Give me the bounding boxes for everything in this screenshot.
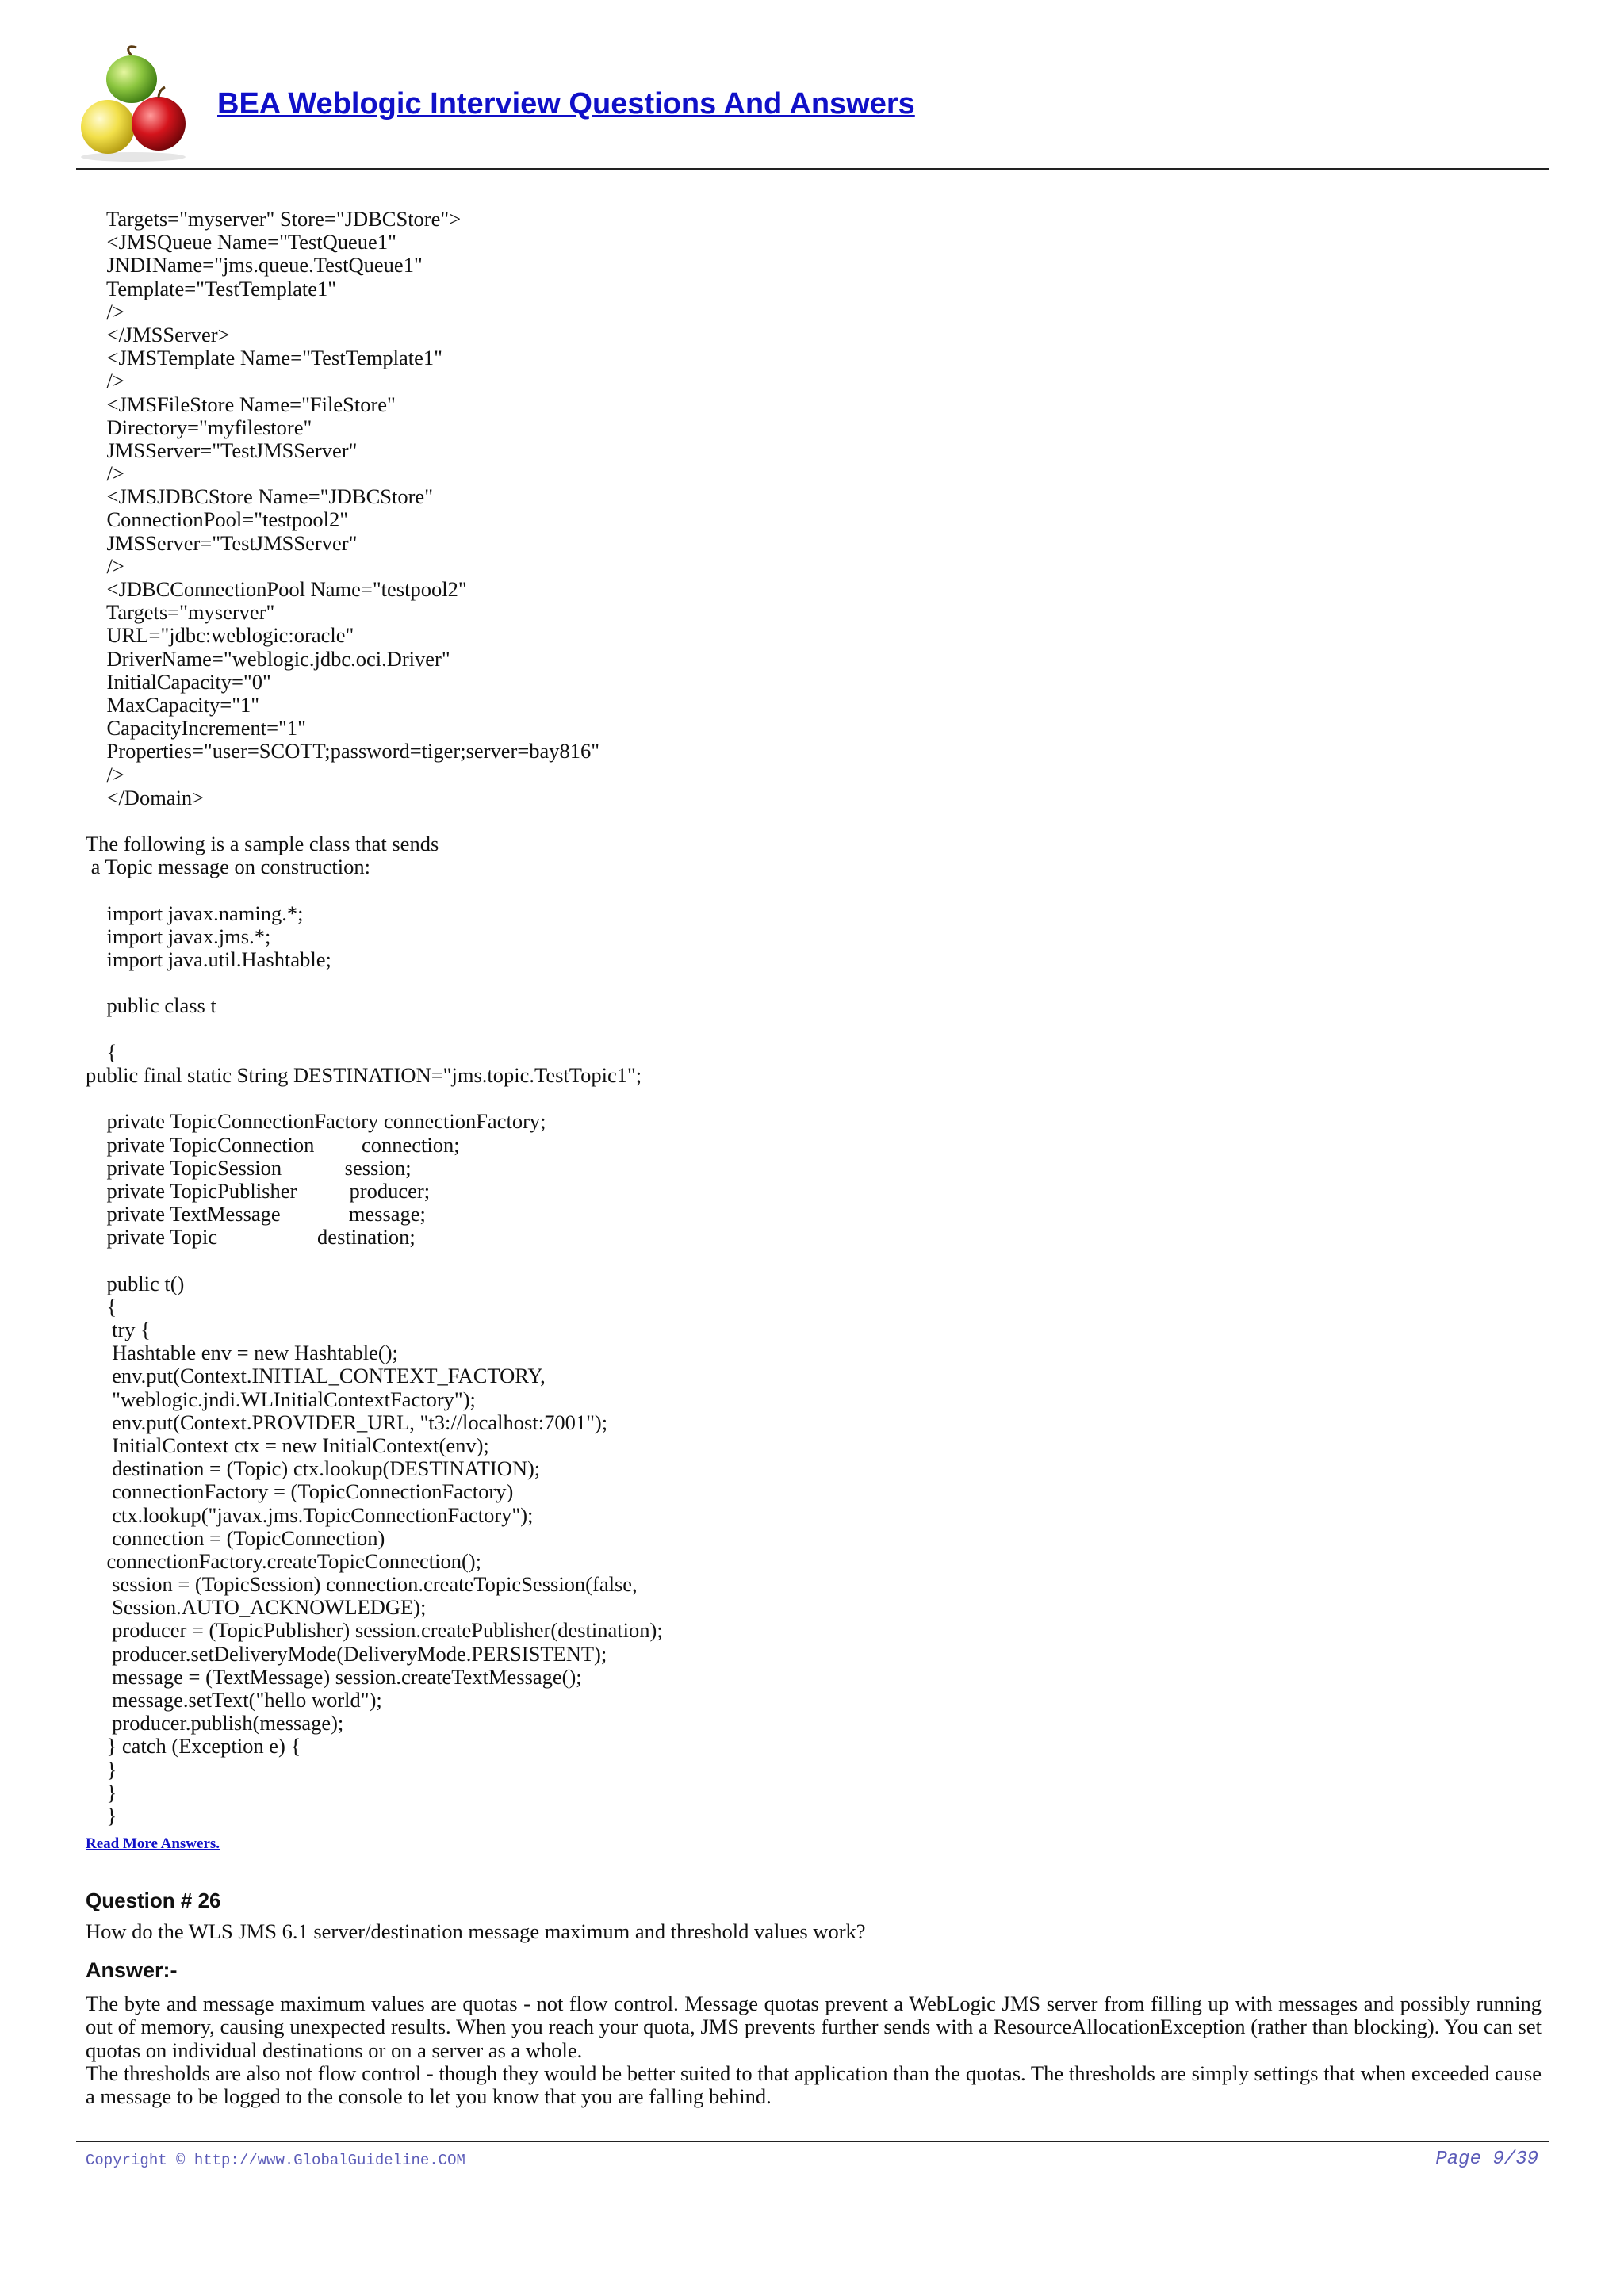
code-line: JNDIName="jms.queue.TestQueue1" [86, 253, 423, 277]
code-line: </Domain> [86, 785, 205, 809]
code-line: producer = (TopicPublisher) session.createPublisher(destination); [86, 1618, 663, 1643]
code-line: import javax.jms.*; [86, 924, 271, 948]
code-line: private Topic destination; [86, 1225, 416, 1249]
code-line: producer.setDeliveryMode(DeliveryMode.PERSISTENT); [86, 1641, 607, 1666]
code-line: message.setText("hello world"); [86, 1688, 382, 1712]
code-line: "weblogic.jndi.WLInitialContextFactory"); [86, 1387, 476, 1411]
answer-paragraph: The thresholds are also not flow control - though they would be better suited to that application than the quotas. The thresholds are simply settings that when exceeded cause a message to be logged to the console to let you know that you are falling behind. [86, 2061, 1542, 2108]
code-line: { [86, 1039, 117, 1064]
code-line: JMSServer="TestJMSServer" [86, 530, 358, 555]
code-line: <JMSJDBCStore Name="JDBCStore" [86, 484, 434, 509]
code-line: <JDBCConnectionPool Name="testpool2" [86, 577, 467, 601]
code-line: destination = (Topic) ctx.lookup(DESTINATION); [86, 1456, 541, 1481]
code-line: Hashtable env = new Hashtable(); [86, 1341, 398, 1365]
footer-divider [76, 2141, 1549, 2142]
code-line: The following is a sample class that sends [86, 832, 439, 856]
code-line: /> [86, 299, 124, 323]
code-line: try { [86, 1318, 151, 1341]
code-line: private TopicConnection connection; [86, 1132, 460, 1157]
code-line: </JMSServer> [86, 322, 230, 346]
code-line: Directory="myfilestore" [86, 415, 312, 439]
code-line: connection = (TopicConnection) [86, 1525, 385, 1550]
code-line: import javax.naming.*; [86, 901, 304, 925]
code-line: private TopicPublisher producer; [86, 1178, 431, 1203]
code-line: private TopicSession session; [86, 1155, 412, 1180]
code-sample [86, 208, 1542, 1827]
footer-copyright: Copyright © http://www.GlobalGuideline.COM [86, 2152, 465, 2169]
code-line: Session.AUTO_ACKNOWLEDGE); [86, 1595, 427, 1620]
code-line: Properties="user=SCOTT;password=tiger;server=bay816" [86, 739, 600, 763]
code-line: Template="TestTemplate1" [86, 276, 337, 300]
code-line: ConnectionPool="testpool2" [86, 507, 349, 532]
code-line: Targets="myserver" [86, 600, 275, 625]
code-line: CapacityIncrement="1" [86, 716, 306, 740]
answer-heading: Answer:- [86, 1958, 178, 1983]
header-divider [76, 168, 1549, 170]
code-line: <JMSQueue Name="TestQueue1" [86, 230, 396, 254]
code-line [86, 1087, 1542, 1110]
code-line: MaxCapacity="1" [86, 692, 260, 717]
code-line: } catch (Exception e) { [86, 1734, 301, 1758]
code-line: InitialContext ctx = new InitialContext(env); [86, 1433, 489, 1457]
code-line: producer.publish(message); [86, 1711, 344, 1735]
code-line: <JMSTemplate Name="TestTemplate1" [86, 346, 442, 370]
code-line [86, 878, 1542, 901]
code-line: connectionFactory.createTopicConnection(); [86, 1548, 481, 1573]
code-line: a Topic message on construction: [86, 855, 371, 879]
document-title[interactable]: BEA Weblogic Interview Questions And Answers [217, 87, 915, 121]
page-content [86, 208, 1542, 2108]
code-line: env.put(Context.INITIAL_CONTEXT_FACTORY, [86, 1364, 546, 1388]
code-line: public final static String DESTINATION="jms.topic.TestTopic1"; [86, 1062, 642, 1087]
question-text: How do the WLS JMS 6.1 server/destination message maximum and threshold values work? [86, 1919, 866, 1944]
code-line: import java.util.Hashtable; [86, 947, 331, 971]
code-line: private TextMessage message; [86, 1202, 426, 1226]
code-line: /> [86, 369, 124, 393]
code-line: env.put(Context.PROVIDER_URL, "t3://localhost:7001"); [86, 1410, 608, 1434]
code-line: <JMSFileStore Name="FileStore" [86, 392, 396, 416]
code-line: session = (TopicSession) connection.createTopicSession(false, [86, 1572, 638, 1597]
question-heading: Question # 26 [86, 1888, 221, 1913]
apples-logo [76, 44, 195, 163]
code-line: { [86, 1294, 117, 1318]
code-line: } [86, 1780, 117, 1804]
answer-paragraph: The byte and message maximum values are quotas - not flow control. Message quotas prevent a WebLogic JMS server from filling up with messages and possibly running out of memory, causing unexpected results. When you reach your quota, JMS prevents further sends with a ResourceAllocationException (rather than blocking). You can set quotas on individual destinations or on a server as a whole. [86, 1992, 1542, 2062]
code-line: connectionFactory = (TopicConnectionFactory) [86, 1479, 514, 1504]
code-line: /> [86, 461, 124, 486]
code-line: public class t [86, 993, 216, 1018]
code-line: DriverName="weblogic.jdbc.oci.Driver" [86, 646, 450, 671]
code-line: ctx.lookup("javax.jms.TopicConnectionFactory"); [86, 1502, 534, 1527]
footer-page-number: Page 9/39 [1435, 2149, 1538, 2170]
code-line [86, 1249, 1542, 1272]
code-line: public t() [86, 1271, 185, 1295]
code-line [86, 971, 1542, 994]
code-line: Targets="myserver" Store="JDBCStore"> [86, 207, 462, 231]
code-line: /> [86, 762, 124, 786]
code-line: } [86, 1757, 117, 1781]
read-more-link[interactable]: Read More Answers. [86, 1835, 220, 1853]
code-line: JMSServer="TestJMSServer" [86, 438, 358, 462]
page-header [76, 44, 1549, 170]
code-line: URL="jdbc:weblogic:oracle" [86, 623, 354, 648]
code-line: message = (TextMessage) session.createTextMessage(); [86, 1664, 582, 1689]
code-line: /> [86, 553, 124, 578]
code-line: } [86, 1803, 117, 1827]
code-line: private TopicConnectionFactory connectionFactory; [86, 1109, 546, 1134]
code-line: InitialCapacity="0" [86, 669, 271, 694]
code-line [86, 1018, 1542, 1041]
code-line [86, 809, 1542, 832]
